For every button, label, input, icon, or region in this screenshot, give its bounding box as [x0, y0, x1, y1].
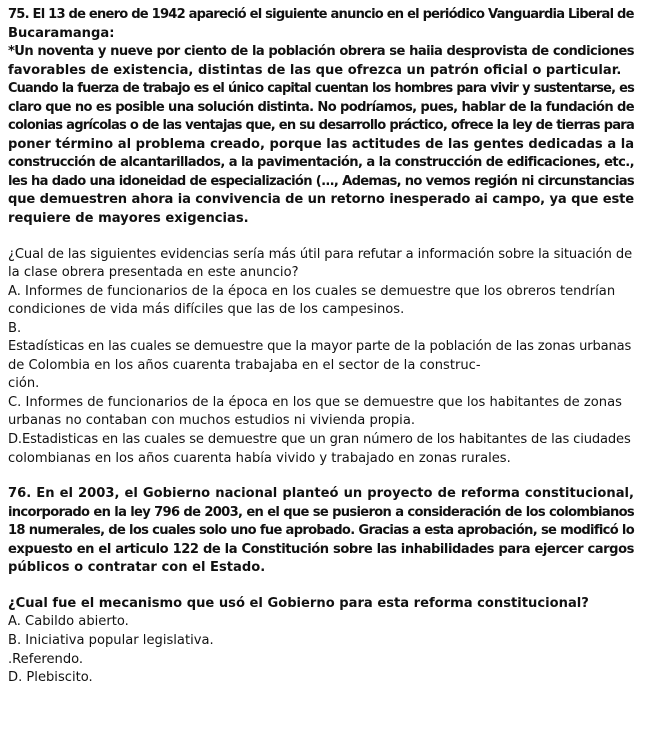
answer-option-a: A. Cabildo abierto. [8, 614, 129, 630]
text-line: ¿Cual de las siguientes evidencias sería más útil para refutar a información sobre la situación de [8, 246, 633, 262]
newspaper-excerpt [8, 43, 634, 228]
question-76 [8, 485, 634, 687]
answer-option-c: C. Informes de funcionarios de la época en los que se demuestre que los habitantes de zonas [8, 394, 622, 410]
answer-option-b: B. [8, 320, 22, 336]
text-line: poner término al problema creado, porque las actitudes de las gentes dedicadas a la [8, 136, 634, 152]
question-75-heading [8, 6, 634, 43]
answer-option-a: A. Informes de funcionarios de la época en los cuales se demuestre que los obreros tendrían [8, 283, 616, 299]
question-75 [8, 6, 634, 468]
text-line: públicos o contratar con el Estado. [8, 560, 266, 576]
text-line: urbanas no contaban con muchos estudios ni vivienda propia. [8, 413, 416, 429]
text-line: condiciones de vida más difíciles que las de los campesinos. [8, 302, 405, 318]
text-line: la clase obrera presentada en este anuncio? [8, 265, 299, 281]
answer-option-c: .Referendo. [8, 651, 84, 667]
text-line: 18 numerales, de los cuales solo uno fue aprobado. Gracias a esta aprobación, se modificó lo [8, 523, 634, 539]
question-75-options [8, 283, 634, 468]
text-line: que demuestren ahora ia convivencia de un retorno inesperado ai campo, ya que este [8, 192, 634, 208]
text-line: expuesto en el articulo 122 de la Constitución sobre las inhabilidades para ejercer cargos [8, 541, 634, 557]
text-line: claro que no es posible una solución distinta. No podríamos, pues, hablar de la fundación de [8, 99, 634, 115]
answer-option-d: D. Plebiscito. [8, 670, 93, 686]
text-line: 75. El 13 de enero de 1942 apareció el siguiente anuncio en el periódico Vanguardia Liberal de [8, 7, 634, 22]
question-76-passage [8, 485, 634, 578]
exam-page [8, 6, 634, 688]
answer-option-b: B. Iniciativa popular legislativa. [8, 632, 214, 648]
text-line: colombianas en los años cuarenta había vivido y trabajado en zonas rurales. [8, 450, 511, 466]
text-line: *Un noventa y nueve por ciento de la población obrera se haiia desprovista de condiciones [8, 44, 634, 60]
text-line: incorporado en la ley 796 de 2003, en el que se pusieron a consideración de los colombianos [8, 504, 634, 520]
text-line: Estadísticas en las cuales se demuestre que la mayor parte de la población de las zonas urbanas [8, 339, 632, 355]
text-line: favorables de existencia, distintas de las que ofrezca un patrón oficial o particular. [8, 62, 622, 78]
question-76-prompt: ¿Cual fue el mecanismo que usó el Gobierno para esta reforma constitucional? [8, 595, 589, 611]
text-line: de Colombia en los años cuarenta trabajaba en el sector de la construc- [8, 357, 481, 373]
text-line: requiere de mayores exigencias. [8, 211, 249, 227]
text-line: Bucaramanga: [8, 25, 115, 41]
text-line: les ha dado una idoneidad de especialización (..., Ademas, no vemos región ni circunstancias [8, 173, 634, 189]
question-76-options [8, 613, 634, 687]
answer-option-d: D.Estadisticas en las cuales se demuestre que un gran número de los habitantes de las ciudades [8, 432, 631, 448]
text-line: 76. En el 2003, el Gobierno nacional planteó un proyecto de reforma constitucional, [8, 486, 634, 502]
text-line: ción. [8, 376, 40, 392]
text-line: construcción de alcantarillados, a la pavimentación, a la construcción de edificaciones, etc., [8, 155, 634, 171]
text-line: colonias agrícolas o de las ventajas que, en su desarrollo práctico, ofrece la ley de tierras para [8, 118, 634, 134]
text-line: Cuando la fuerza de trabajo es el único capital cuentan los hombres para vivir y sustentarse, es [8, 81, 634, 97]
question-75-prompt [8, 246, 634, 283]
